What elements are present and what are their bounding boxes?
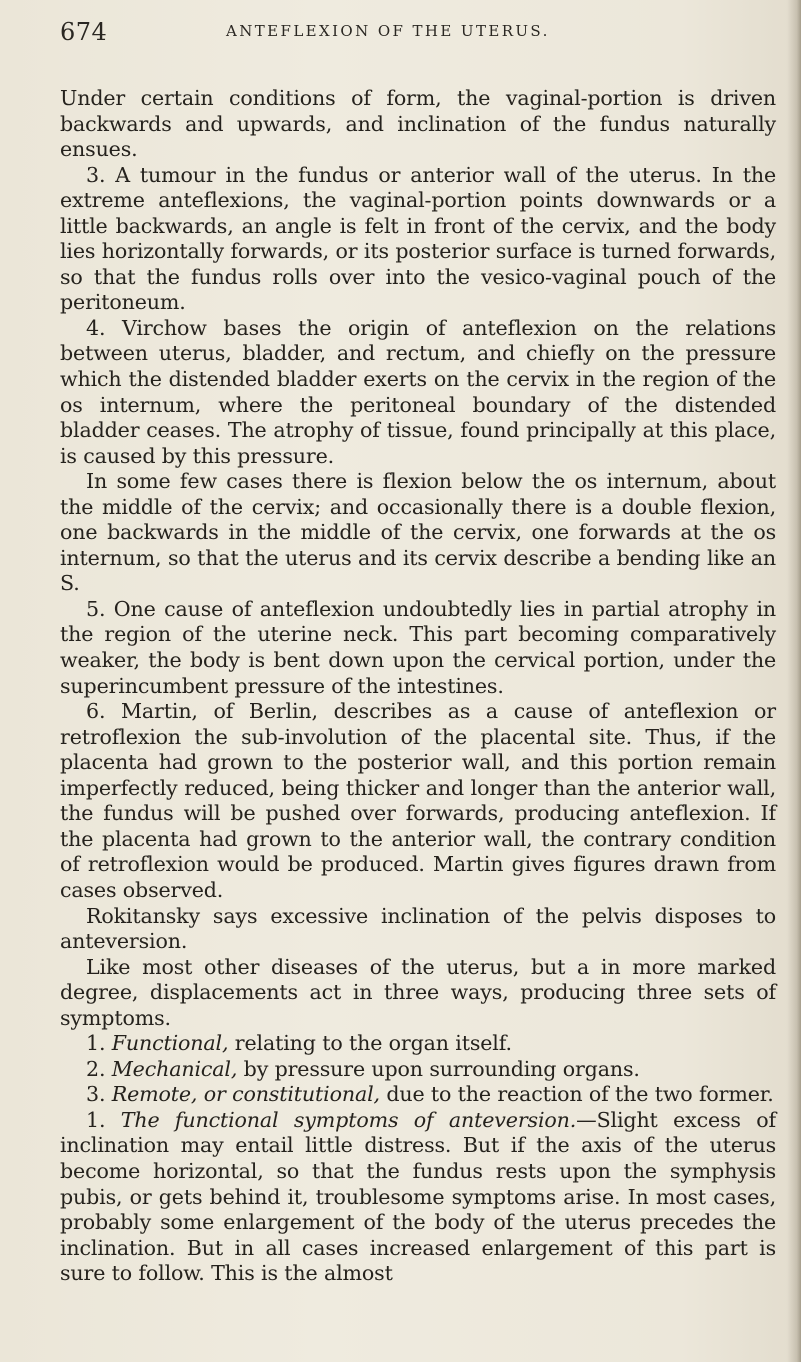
paragraph-symptoms-intro: Like most other diseases of the uterus, but a in more marked degree, displacements act in three ways, producing three sets of symptoms.: [60, 954, 776, 1030]
paragraph-cause-6: 6. Martin, of Berlin, describes as a cause of anteflexion or retroflexion the sub-involution of the placental site. Thus, if the placenta had grown to the posterior wall, and this portion remain imperfectly reduced, being thicker and longer than the anterior wall, the fundus will be pushed over forwards, producing anteflexion. If the placenta had grown to the anterior wall, the contrary condition of retroflexion would be produced. Martin gives figures drawn from cases observed.: [60, 699, 776, 902]
page-header: [60, 18, 760, 50]
paragraph-rokitansky: Rokitansky says excessive inclination of the pelvis disposes to anteversion.: [60, 903, 776, 954]
list-text: due to the reaction of the two former.: [386, 1082, 774, 1107]
list-term: Remote, or constitutional,: [111, 1082, 380, 1107]
list-item-remote: 3. Remote, or constitutional, due to the reaction of the two former.: [86, 1082, 774, 1107]
paragraph-text: —Slight excess of inclination may entail little distress. But if the axis of the uterus become horizontal, so that the fundus rests upon the symphysis pubis, or gets behind it, troublesome symptoms arise. In most cases, probably some enlargement of the body of the uterus precedes the inclination. But in all cases increased enlargement of this part is sure to follow. This is the almost: [60, 1107, 776, 1286]
list-text: by pressure upon surrounding organs.: [243, 1056, 640, 1081]
paragraph-cervical-flexion: In some few cases there is flexion below the os internum, about the middle of the cervix; and occasionally there is a double flexion, one backwards in the middle of the cervix, one forwards at the os internum, so that the uterus and its cervix describe a bending like an S.: [60, 469, 776, 596]
page-body: [60, 86, 776, 1287]
section-heading: The functional symptoms of anteversion.: [120, 1107, 577, 1132]
list-item-functional: 1. Functional, relating to the organ itself.: [86, 1031, 512, 1056]
paragraph-continued: Under certain conditions of form, the vaginal-portion is driven backwards and upwards, and inclination of the fundus naturally ensues.: [60, 86, 776, 162]
page-number: 674: [60, 18, 108, 46]
page-edge-shadow: [787, 0, 801, 1362]
paragraph-cause-4: 4. Virchow bases the origin of anteflexion on the relations between uterus, bladder, and rectum, and chiefly on the pressure which the distended bladder exerts on the cervix in the region of the os internum, where the peritoneal boundary of the distended bladder ceases. The atrophy of tissue, found principally at this place, is caused by this pressure.: [60, 315, 776, 468]
paragraph-functional-symptoms: 1. The functional symptoms of anteversion.—Slight excess of inclination may entail little distress. But if the axis of the uterus become horizontal, so that the fundus rests upon the symphysis pubis, or gets behind it, troublesome symptoms arise. In most cases, probably some enlargement of the body of the uterus precedes the inclination. But in all cases increased enlargement of this part is sure to follow. This is the almost: [60, 1107, 776, 1286]
list-item-mechanical: 2. Mechanical, by pressure upon surrounding organs.: [86, 1056, 640, 1081]
running-title: ANTEFLEXION OF THE UTERUS.: [226, 22, 550, 40]
paragraph-cause-3: 3. A tumour in the fundus or anterior wall of the uterus. In the extreme anteflexions, the vaginal-portion points downwards or a little backwards, an angle is felt in front of the cervix, and the body lies horizontally forwards, or its posterior surface is turned forwards, so that the fundus rolls over into the vesico-vaginal pouch of the peritoneum.: [60, 162, 776, 315]
list-term: Functional,: [111, 1031, 229, 1056]
list-text: relating to the organ itself.: [234, 1031, 512, 1056]
list-term: Mechanical,: [111, 1056, 238, 1081]
paragraph-cause-5: 5. One cause of anteflexion undoubtedly lies in partial atrophy in the region of the uterine neck. This part becoming comparatively weaker, the body is bent down upon the cervical portion, under the superincumbent pressure of the intestines.: [60, 596, 776, 698]
